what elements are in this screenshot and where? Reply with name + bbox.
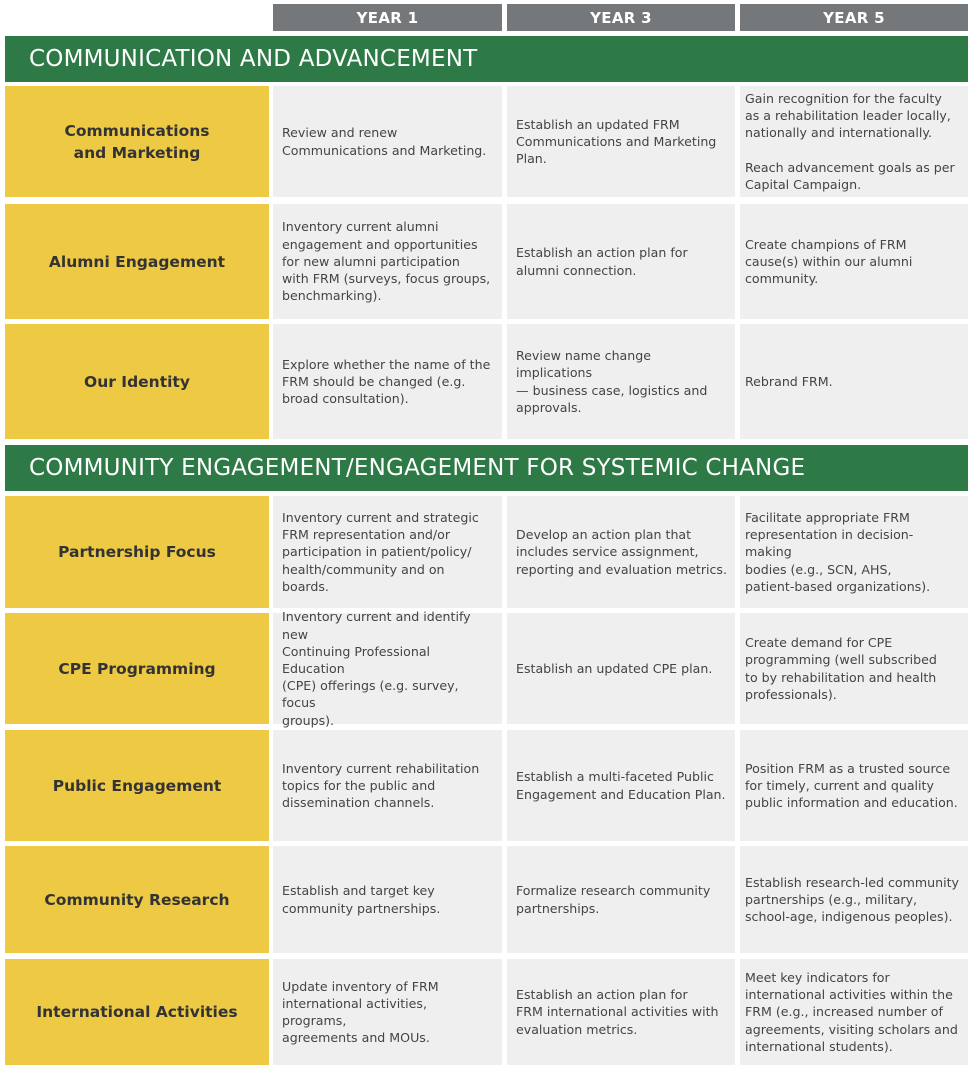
cell-cpe-year1: Inventory current and identify new Continuing Professional Education (CPE) offerings (e.g. survey, focus groups). [273,613,502,724]
cell-communications-year1: Review and renew Communications and Marketing. [273,86,502,197]
cell-identity-year1: Explore whether the name of the FRM should be changed (e.g. broad consultation). [273,324,502,439]
row-label-public-engagement: Public Engagement [5,730,269,841]
header-year-1: YEAR 1 [273,4,502,31]
cell-research-year1: Establish and target key community partnerships. [273,846,502,953]
cell-cpe-year5: Create demand for CPE programming (well subscribed to by rehabilitation and health professionals). [740,613,968,724]
row-label-partnership-focus: Partnership Focus [5,496,269,608]
cell-identity-year5: Rebrand FRM. [740,324,968,439]
section-title-communication: COMMUNICATION AND ADVANCEMENT [5,36,968,82]
cell-communications-year5: Gain recognition for the faculty as a rehabilitation leader locally, nationally and internationally. Reach advancement goals as per Capital Campaign. [740,86,968,197]
section-title-community-engagement: COMMUNITY ENGAGEMENT/ENGAGEMENT FOR SYSTEMIC CHANGE [5,445,968,491]
cell-international-year1: Update inventory of FRM international activities, programs, agreements and MOUs. [273,959,502,1065]
row-label-community-research: Community Research [5,846,269,953]
cell-public-year5: Position FRM as a trusted source for timely, current and quality public information and education. [740,730,968,841]
cell-international-year3: Establish an action plan for FRM international activities with evaluation metrics. [507,959,735,1065]
row-label-international-activities: International Activities [5,959,269,1065]
cell-cpe-year3: Establish an updated CPE plan. [507,613,735,724]
header-year-5: YEAR 5 [740,4,968,31]
row-label-cpe-programming: CPE Programming [5,613,269,724]
cell-alumni-year3: Establish an action plan for alumni connection. [507,204,735,319]
cell-partnership-year3: Develop an action plan that includes service assignment, reporting and evaluation metrics. [507,496,735,608]
cell-alumni-year5: Create champions of FRM cause(s) within our alumni community. [740,204,968,319]
cell-public-year1: Inventory current rehabilitation topics for the public and dissemination channels. [273,730,502,841]
cell-international-year5: Meet key indicators for international activities within the FRM (e.g., increased number of agreements, visiting scholars and international students). [740,959,968,1065]
cell-alumni-year1: Inventory current alumni engagement and opportunities for new alumni participation with FRM (surveys, focus groups, benchmarking). [273,204,502,319]
row-label-communications-marketing: Communications and Marketing [5,86,269,197]
cell-communications-year3: Establish an updated FRM Communications and Marketing Plan. [507,86,735,197]
header-year-3: YEAR 3 [507,4,735,31]
cell-identity-year3: Review name change implications — business case, logistics and approvals. [507,324,735,439]
row-label-alumni-engagement: Alumni Engagement [5,204,269,319]
cell-partnership-year5: Facilitate appropriate FRM representation in decision-making bodies (e.g., SCN, AHS, patient-based organizations). [740,496,968,608]
cell-research-year5: Establish research-led community partnerships (e.g., military, school-age, indigenous peoples). [740,846,968,953]
cell-partnership-year1: Inventory current and strategic FRM representation and/or participation in patient/policy/ health/community and on boards. [273,496,502,608]
cell-research-year3: Formalize research community partnerships. [507,846,735,953]
cell-public-year3: Establish a multi-faceted Public Engagement and Education Plan. [507,730,735,841]
row-label-our-identity: Our Identity [5,324,269,439]
